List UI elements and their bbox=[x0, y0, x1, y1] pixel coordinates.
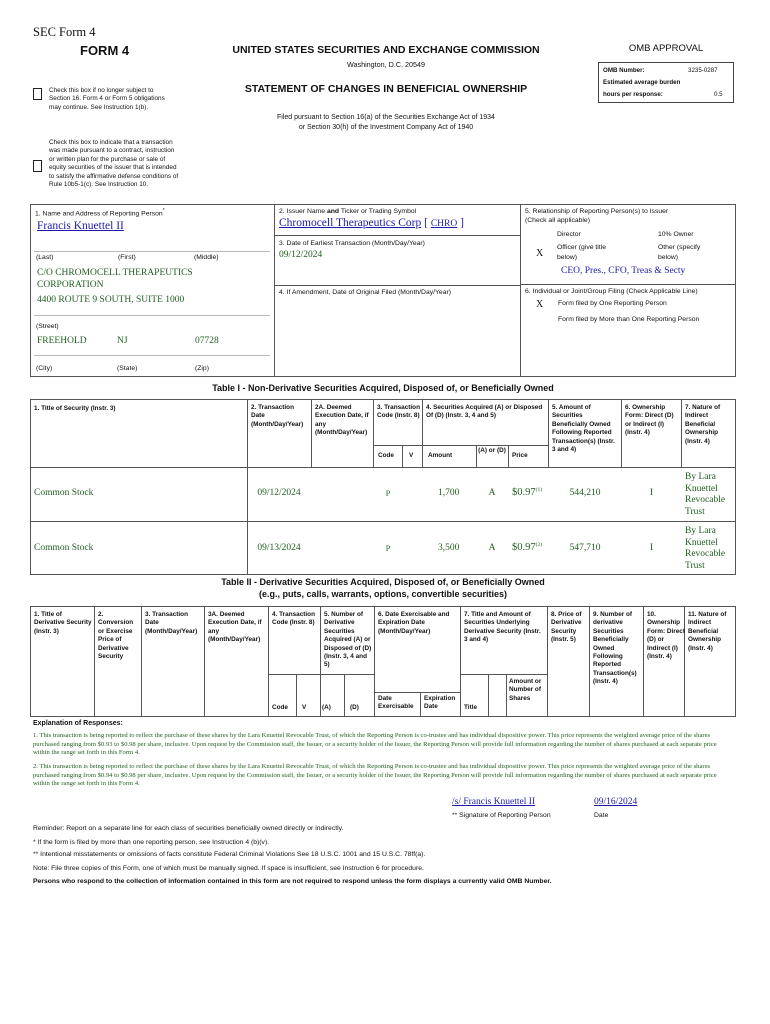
owner10-label: 10% Owner bbox=[658, 231, 694, 238]
omb-number-label: OMB Number: bbox=[603, 67, 645, 74]
t2-h6: 6. Date Exercisable and Expiration Date (Month/Day/Year) bbox=[378, 611, 450, 635]
t1-h3: 3. Transaction Code (Instr. 8) bbox=[377, 404, 420, 420]
signature-value: /s/ Francis Knuettel II bbox=[452, 797, 536, 807]
t2-sub-a: (A) bbox=[322, 704, 331, 711]
t1-row1-owned: 544,210 bbox=[569, 488, 601, 498]
t2-sub-expiration: Expiration Date bbox=[424, 695, 456, 711]
section16-text: Check this box if no longer subject to Section 16. Form 4 or Form 5 obligations may continue. See Instruction 1(b). bbox=[49, 87, 165, 111]
footnote-1: 1. This transaction is being reported to reflect the purchase of these shares by the Lara Knuettel Revocable Trust, of which the Reporting Person is co-trustee and has individual dispositive power. This price represents the weighted average price of the shares purchased ranging from $0.93 to $0.98 per share, inclusive. Upon request by the Commission staff, the Issuer, or a security holder of the Issuer, the Reporting Person will provide full information regarding the number of shares purchased at each separate price within the range set forth in this Form 4. bbox=[33, 732, 717, 757]
explanation-title: Explanation of Responses: bbox=[33, 720, 123, 727]
table2-title: Table II - Derivative Securities Acquired, Disposed of, or Beneficially Owned bbox=[221, 577, 545, 587]
t2-h3a: 3A. Deemed Execution Date, if any (Month/Day/Year) bbox=[208, 611, 262, 644]
address-line-2: CORPORATION bbox=[37, 280, 104, 290]
t1-row1-date: 09/12/2024 bbox=[257, 488, 301, 498]
box4-label: 4. If Amendment, Date of Original Filed (Month/Day/Year) bbox=[279, 289, 452, 296]
t2-sub-d: (D) bbox=[350, 704, 359, 711]
t1-row1-title: Common Stock bbox=[34, 488, 94, 498]
omb-number: 3235-0287 bbox=[688, 67, 718, 74]
t2-sub-code: Code bbox=[272, 704, 288, 711]
address-line-1: C/O CHROMOCELL THERAPEUTICS bbox=[37, 268, 193, 278]
zip-value: 07728 bbox=[195, 336, 219, 346]
director-label: Director bbox=[557, 231, 581, 238]
t1-h4: 4. Securities Acquired (A) or Disposed Of (D) (Instr. 3, 4 and 5) bbox=[426, 404, 543, 420]
form-title: FORM 4 bbox=[80, 43, 130, 58]
persons-notice: Persons who respond to the collection of information contained in this form are not required to respond unless the form displays a currently valid OMB Number. bbox=[33, 878, 552, 885]
section16-checkbox[interactable] bbox=[33, 88, 42, 100]
reporting-person-name[interactable]: Francis Knuettel II bbox=[37, 220, 124, 232]
reminder: Reminder: Report on a separate line for each class of securities beneficially owned directly or indirectly. bbox=[33, 825, 344, 832]
officer-title: CEO, Pres., CFO, Treas & Secty bbox=[561, 266, 686, 276]
t2-sub-v: V bbox=[302, 704, 307, 711]
statement-title: STATEMENT OF CHANGES IN BENEFICIAL OWNERSHIP bbox=[244, 83, 528, 95]
officer-label: Officer (give title below) bbox=[557, 244, 606, 261]
t1-row1-nature: By Lara Knuettel Revocable Trust bbox=[685, 472, 726, 517]
t2-h4: 4. Transaction Code (Instr. 8) bbox=[272, 611, 315, 627]
date-label: Date bbox=[594, 812, 609, 819]
t2-sub-title: Title bbox=[464, 704, 478, 711]
city-value: FREEHOLD bbox=[37, 336, 87, 346]
earliest-transaction-date: 09/12/2024 bbox=[279, 250, 323, 260]
box5-sublabel: (Check all applicable) bbox=[525, 217, 590, 224]
t1-row2-form: I bbox=[649, 543, 654, 553]
box3-label: 3. Date of Earliest Transaction (Month/Day/Year) bbox=[279, 240, 425, 247]
t1-h6: 6. Ownership Form: Direct (D) or Indirect (I) (Instr. 4) bbox=[625, 404, 674, 437]
issuer-name[interactable]: Chromocell Therapeutics Corp bbox=[279, 217, 422, 229]
footnote-2: 2. This transaction is being reported to reflect the purchase of these shares by the Lara Knuettel Revocable Trust, of which the Reporting Person is co-trustee and has individual dispositive power. This price represents the weighted average price of the shares purchased ranging from $0.94 to $0.98 per share, inclusive. Upon request by the Commission staff, the Issuer, or a security holder of the Issuer, the Reporting Person will provide full information regarding the number of shares purchased at each separate price within the range set forth in this Form 4. bbox=[33, 763, 717, 788]
t1-row1-code: P bbox=[385, 489, 391, 498]
last-label: (Last) bbox=[36, 254, 54, 261]
box6-label: 6. Individual or Joint/Group Filing (Check Applicable Line) bbox=[525, 288, 698, 295]
t1-row1-amount: 1,700 bbox=[438, 488, 460, 498]
rule10b5-text: Check this box to indicate that a transaction was made pursuant to a contract, instruction or written plan for the purchase or sale of equity securities of the issuer that is intended to satisfy the affirmative defense conditions of Rule 10b5-1(c). See Instruction 10. bbox=[49, 139, 179, 189]
officer-checkmark[interactable]: X bbox=[536, 248, 544, 259]
t1-h2a: 2A. Deemed Execution Date, if any (Month/Day/Year) bbox=[315, 404, 369, 437]
street-label: (Street) bbox=[36, 323, 59, 330]
table1-title: Table I - Non-Derivative Securities Acquired, Disposed of, or Beneficially Owned bbox=[212, 383, 554, 393]
note: Note: File three copies of this Form, one of which must be manually signed. If space is insufficient, see Instruction 6 for procedure. bbox=[33, 865, 424, 872]
t1-row2-date: 09/13/2024 bbox=[257, 543, 301, 553]
t2-h8: 8. Price of Derivative Security (Instr. 5) bbox=[551, 611, 582, 644]
address-line-3: 4400 ROUTE 9 SOUTH, SUITE 1000 bbox=[37, 295, 185, 305]
t1-sub-price: Price bbox=[512, 452, 528, 459]
signature-label: ** Signature of Reporting Person bbox=[452, 812, 551, 819]
filed-line-2: or Section 30(h) of the Investment Company Act of 1940 bbox=[298, 124, 474, 131]
t1-sub-code: Code bbox=[378, 452, 394, 459]
t2-h7: 7. Title and Amount of Securities Underlying Derivative Security (Instr. 3 and 4) bbox=[464, 611, 541, 644]
issuer-ticker: Chromocell Therapeutics Corp [ CHRO ] bbox=[279, 217, 464, 229]
omb-title: OMB APPROVAL bbox=[628, 43, 704, 54]
t2-h1: 1. Title of Derivative Security (Instr. 3) bbox=[34, 611, 92, 635]
omb-hours-label: hours per response: bbox=[603, 91, 663, 98]
t2-h3: 3. Transaction Date (Month/Day/Year) bbox=[145, 611, 198, 635]
t1-row2-title: Common Stock bbox=[34, 543, 94, 553]
table2-subtitle: (e.g., puts, calls, warrants, options, convertible securities) bbox=[258, 589, 508, 599]
box5-label: 5. Relationship of Reporting Person(s) to Issuer bbox=[525, 208, 669, 215]
t1-sub-amount: Amount bbox=[428, 452, 453, 459]
t1-row2-nature: By Lara Knuettel Revocable Trust bbox=[685, 526, 726, 571]
ticker-symbol[interactable]: CHRO bbox=[430, 219, 458, 229]
first-label: (First) bbox=[118, 254, 136, 261]
omb-burden-label: Estimated average burden bbox=[603, 79, 681, 86]
instruction-star: * If the form is filed by more than one reporting person, see Instruction 4 (b)(v). bbox=[33, 839, 270, 846]
omb-hours: 0.5 bbox=[714, 91, 723, 98]
location: Washington, D.C. 20549 bbox=[346, 60, 426, 69]
t1-row1-price: $0.97$^{(1)}$ bbox=[512, 487, 543, 499]
commission-title: UNITED STATES SECURITIES AND EXCHANGE COMMISSION bbox=[232, 44, 540, 56]
zip-label: (Zip) bbox=[195, 365, 209, 372]
t1-h2: 2. Transaction Date (Month/Day/Year) bbox=[251, 404, 304, 428]
t1-row2-amount: 3,500 bbox=[438, 543, 460, 553]
city-label: (City) bbox=[36, 365, 53, 372]
t2-sub-date-ex: Date Exercisable bbox=[378, 695, 414, 711]
box1-label: 1. Name and Address of Reporting Person* bbox=[35, 208, 165, 218]
t1-sub-aord: (A) or (D) bbox=[478, 447, 506, 454]
one-person-label: Form filed by One Reporting Person bbox=[558, 300, 667, 307]
t2-h2: 2. Conversion or Exercise Price of Derivative Security bbox=[98, 611, 134, 661]
t1-row2-aord: A bbox=[488, 543, 496, 553]
state-label: (State) bbox=[117, 365, 138, 372]
t2-h5: 5. Number of Derivative Securities Acquired (A) or Disposed of (D) (Instr. 3, 4 and 5) bbox=[324, 611, 372, 669]
t2-h11: 11. Nature of Indirect Beneficial Ownership (Instr. 4) bbox=[688, 611, 727, 652]
t2-h10: 10. Ownership Form: Direct (D) or Indirect (I) (Instr. 4) bbox=[647, 611, 685, 661]
instruction-double-star: ** Intentional misstatements or omissions of facts constitute Federal Criminal Violations See 18 U.S.C. 1001 and 15 U.S.C. 78ff(a). bbox=[33, 851, 426, 858]
t1-h5: 5. Amount of Securities Beneficially Owned Following Reported Transaction(s) (Instr. 3 and 4) bbox=[552, 404, 615, 454]
t1-row2-price: $0.97$^{(2)}$ bbox=[512, 542, 543, 554]
t1-row1-aord: A bbox=[488, 488, 496, 498]
box2-label: 2. Issuer Name and Ticker or Trading Symbol bbox=[279, 208, 417, 215]
more-person-label: Form filed by More than One Reporting Person bbox=[558, 316, 700, 323]
t1-row1-form: I bbox=[649, 488, 654, 498]
t1-row2-code: P bbox=[385, 544, 391, 553]
signature-date: 09/16/2024 bbox=[594, 797, 638, 807]
sec-form-label: SEC Form 4 bbox=[33, 25, 96, 39]
one-person-checkmark[interactable]: X bbox=[536, 299, 544, 310]
middle-label: (Middle) bbox=[194, 254, 219, 261]
t1-sub-v: V bbox=[409, 452, 414, 459]
t1-h1: 1. Title of Security (Instr. 3) bbox=[34, 405, 116, 412]
t2-h9: 9. Number of derivative Securities Beneficially Owned Following Reported Transaction(s) (Instr. 4) bbox=[593, 611, 637, 686]
t1-row2-owned: 547,710 bbox=[569, 543, 601, 553]
t1-h7: 7. Nature of Indirect Beneficial Ownership (Instr. 4) bbox=[685, 404, 721, 445]
state-value: NJ bbox=[117, 336, 128, 346]
filed-line-1: Filed pursuant to Section 16(a) of the Securities Exchange Act of 1934 bbox=[277, 114, 495, 121]
other-label: Other (specify below) bbox=[658, 244, 701, 261]
t2-sub-amount: Amount or Number of Shares bbox=[509, 678, 542, 702]
rule10b5-checkbox[interactable] bbox=[33, 160, 42, 172]
